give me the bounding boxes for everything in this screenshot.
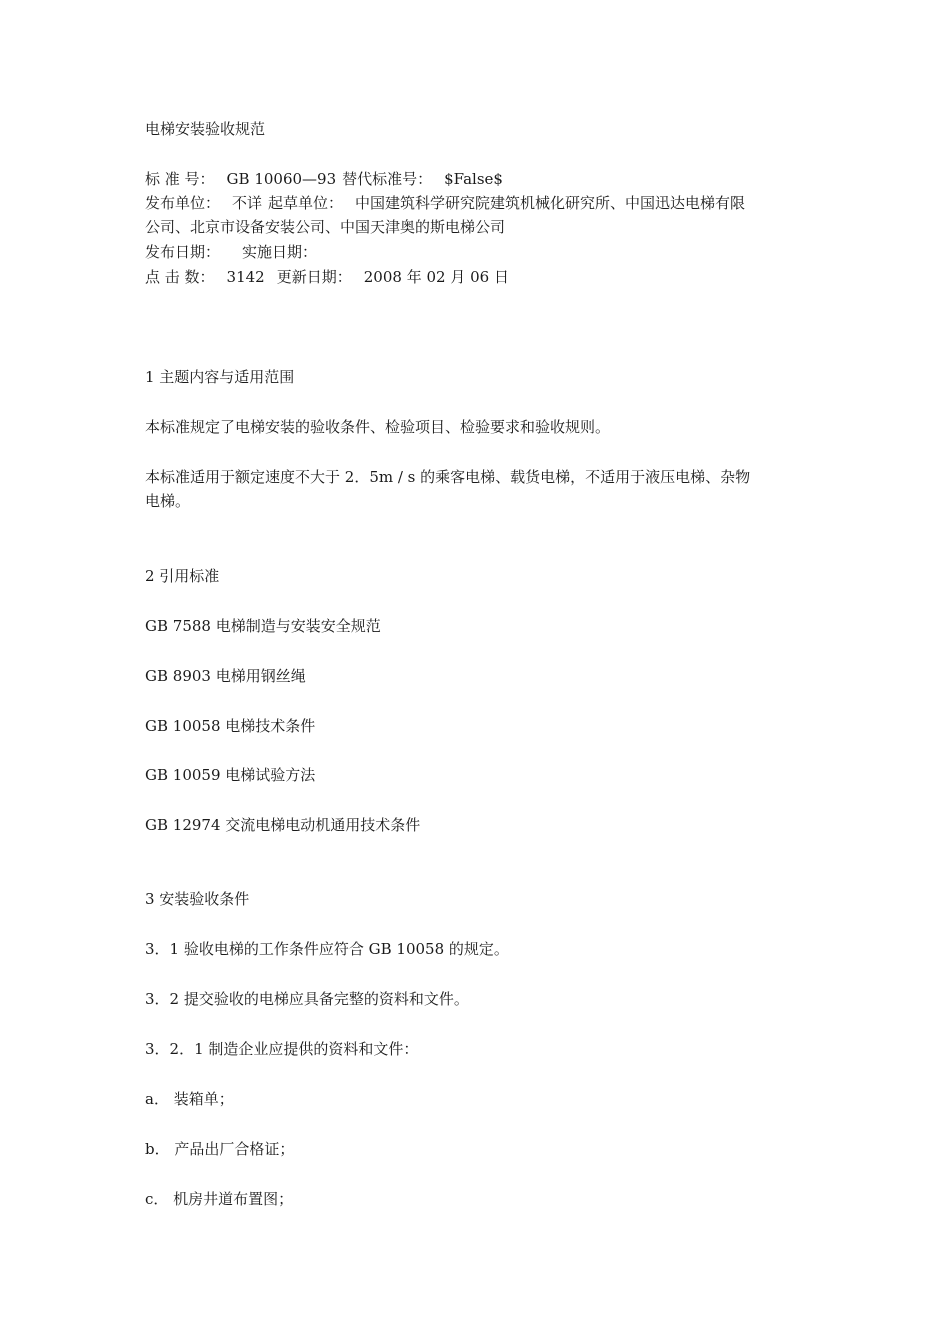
meta-clicks-row [145,265,509,289]
reference-item: GB 12974 交流电梯电动机通用技术条件 [145,816,421,834]
section-1-para-2-line2: 电梯。 [145,492,191,510]
reference-item: GB 7588 电梯制造与安装安全规范 [145,617,381,635]
clause-3-1: 3．1 验收电梯的工作条件应符合 GB 10058 的规定。 [145,940,509,958]
section-1-para-1: 本标准规定了电梯安装的验收条件、检验项目、检验要求和验收规则。 [145,418,611,436]
meta-publisher-row [145,191,745,215]
publisher-value: 不详 [232,194,263,212]
clicks-label: 点 击 数： [145,268,215,286]
update-date-value: 2008 年 02 月 06 日 [363,268,509,286]
list-item: a． 装箱单； [145,1090,234,1108]
section-1-heading: 1 主题内容与适用范围 [145,368,295,386]
list-item: b． 产品出厂合格证； [145,1140,295,1158]
drafter-value-line1: 中国建筑科学研究院建筑机械化研究所、中国迅达电梯有限 [355,194,746,212]
list-item: c． 机房井道布置图； [145,1190,294,1208]
replace-standard-label: 替代标准号： [342,170,433,188]
standard-number-label: 标 准 号： [145,170,215,188]
meta-date-row [145,240,317,264]
publish-date-label: 发布日期： [145,243,221,261]
clicks-value: 3142 [226,268,265,286]
clause-3-2-1: 3．2．1 制造企业应提供的资料和文件： [145,1040,419,1058]
drafter-label: 起草单位： [268,194,344,212]
document-title: 电梯安装验收规范 [145,120,266,138]
publisher-label: 发布单位： [145,194,221,212]
section-2-heading: 2 引用标准 [145,567,220,585]
section-1-para-2-line1: 本标准适用于额定速度不大于 2．5m / s 的乘客电梯、载货电梯，不适用于液压电梯、杂物 [145,468,751,486]
reference-item: GB 10059 电梯试验方法 [145,766,316,784]
drafter-value-line2: 公司、北京市设备安装公司、中国天津奥的斯电梯公司 [145,218,506,236]
section-3-heading: 3 安装验收条件 [145,890,250,908]
meta-standard-row [145,167,503,191]
replace-standard-value: $False$ [444,170,503,188]
standard-number-value: GB 10060—93 [226,170,337,188]
reference-item: GB 10058 电梯技术条件 [145,717,316,735]
clause-3-2: 3．2 提交验收的电梯应具备完整的资料和文件。 [145,990,469,1008]
update-date-label: 更新日期： [276,268,352,286]
reference-item: GB 8903 电梯用钢丝绳 [145,667,306,685]
implement-date-label: 实施日期： [242,243,318,261]
